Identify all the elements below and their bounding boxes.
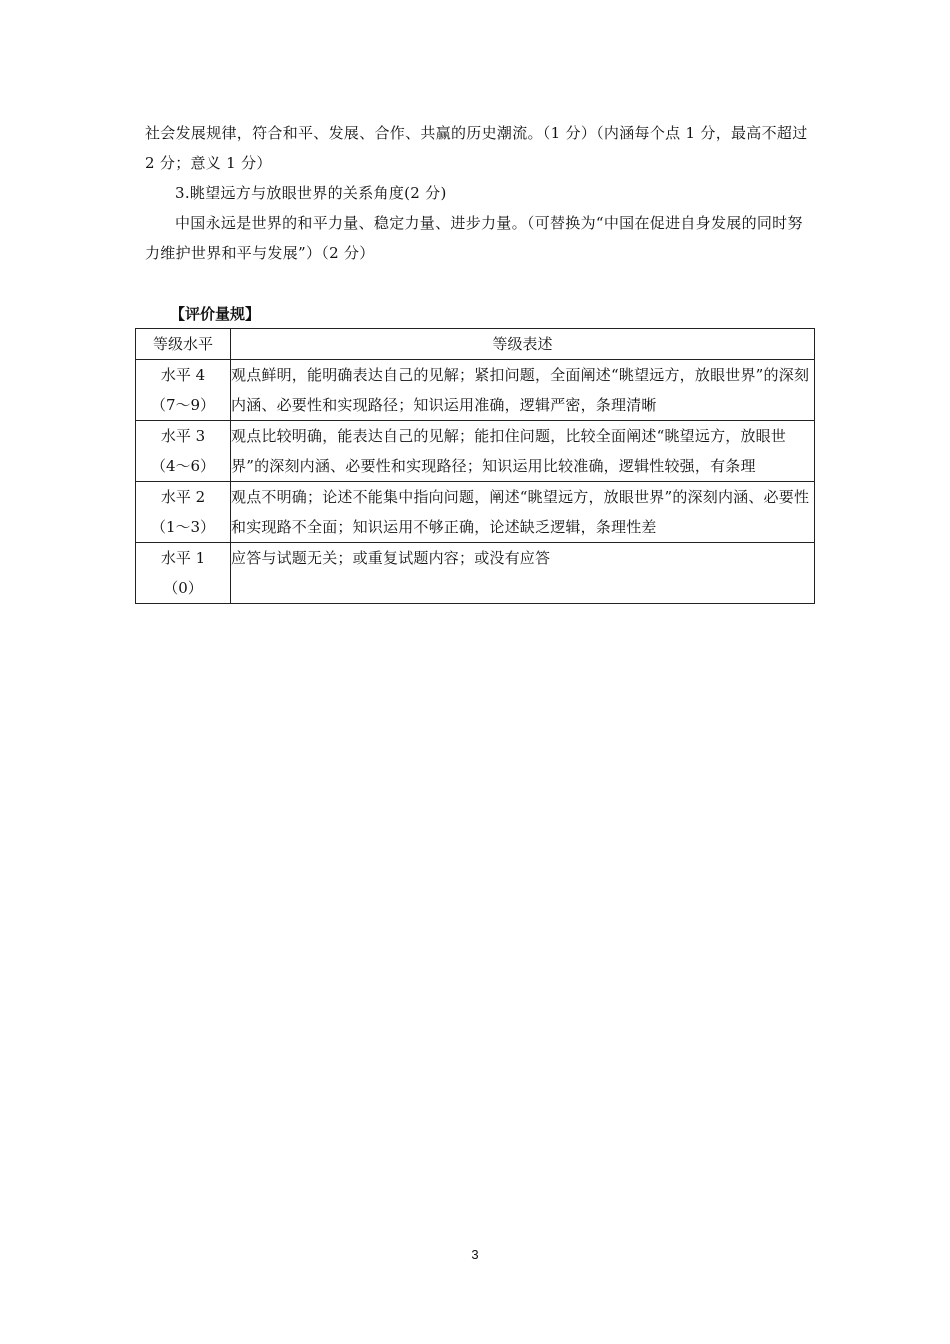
level-name: 水平 2 [160,488,206,506]
level-range: （1～3） [150,518,216,536]
level-cell [136,360,231,421]
rubric-title: 【评价量规】 [170,305,261,323]
level-name: 水平 1 [160,549,206,567]
rubric-header-row [136,329,815,360]
level-cell [136,543,231,604]
table-row [136,543,815,604]
header-description: 等级表述 [231,329,815,360]
level-range: （4～6） [150,457,216,475]
rubric-table [135,328,815,604]
table-row [136,482,815,543]
table-row [136,360,815,421]
description-cell: 观点鲜明，能明确表达自己的见解；紧扣问题，全面阐述“眺望远方，放眼世界”的深刻内涵、必要性和实现路径；知识运用准确，逻辑严密，条理清晰 [231,360,815,421]
header-level: 等级水平 [136,329,231,360]
level-name: 水平 4 [160,366,206,384]
description-cell: 观点不明确；论述不能集中指向问题，阐述“眺望远方，放眼世界”的深刻内涵、必要性和实现路不全面；知识运用不够正确，论述缺乏逻辑，条理性差 [231,482,815,543]
paragraph-significance: 社会发展规律，符合和平、发展、合作、共赢的历史潮流。（1 分）（内涵每个点 1 分，最高不超过 2 分；意义 1 分） [145,124,808,172]
description-cell: 应答与试题无关；或重复试题内容；或没有应答 [231,543,815,604]
level-range: （0） [163,579,203,597]
level-cell [136,421,231,482]
table-row [136,421,815,482]
level-range: （7～9） [150,396,216,414]
paragraph-relation-heading: 3.眺望远方与放眼世界的关系角度(2 分) [175,184,447,202]
level-name: 水平 3 [160,427,206,445]
paragraph-world-force: 中国永远是世界的和平力量、稳定力量、进步力量。（可替换为“中国在促进自身发展的同时努力维护世界和平与发展”）（2 分） [145,214,803,262]
description-cell: 观点比较明确，能表达自己的见解；能扣住问题，比较全面阐述“眺望远方，放眼世界”的深刻内涵、必要性和实现路径；知识运用比较准确，逻辑性较强，有条理 [231,421,815,482]
page-number: 3 [471,1247,479,1262]
level-cell [136,482,231,543]
